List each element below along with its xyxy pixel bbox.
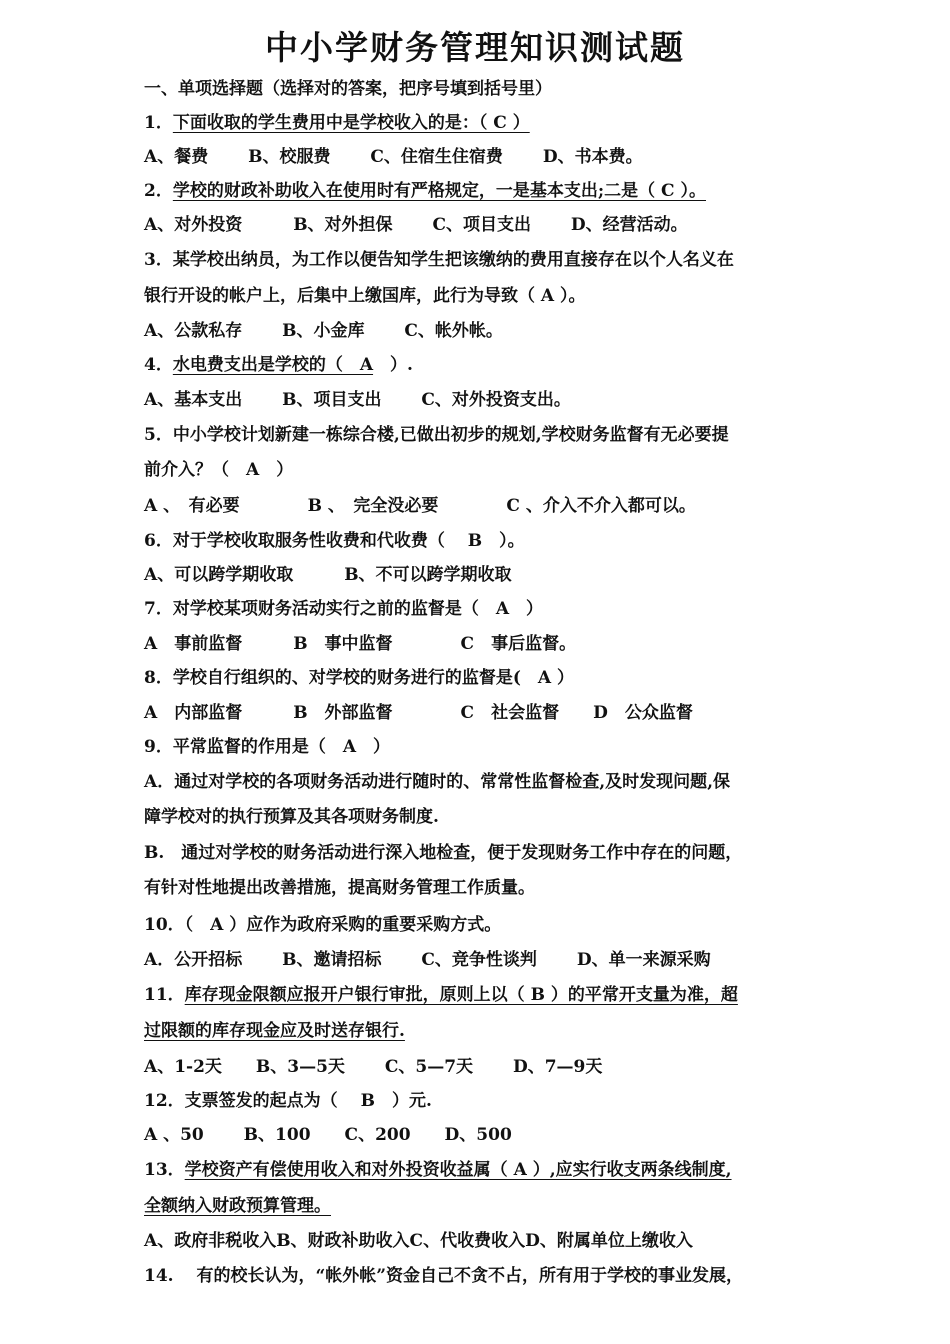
text-line: 12．支票签发的起点为（ B ）元. — [144, 1091, 432, 1111]
text-line: A、可以跨学期收取 B、不可以跨学期收取 — [144, 565, 512, 585]
text-line: 一、单项选择题（选择对的答案，把序号填到括号里） — [144, 79, 552, 99]
line-prefix: 13． — [144, 1160, 185, 1180]
text-line: A、对外投资 B、对外担保 C、项目支出 D、经营活动。 — [144, 215, 688, 235]
text-line: A．通过对学校的各项财务活动进行随时的、常常性监督检查,及时发现问题,保 — [144, 772, 731, 792]
underlined-text: 水电费支出是学校的（ A — [172, 355, 374, 375]
text-line — [144, 350, 413, 380]
text-line: 7．对学校某项财务活动实行之前的监督是（ A ） — [144, 599, 544, 619]
underlined-text: 全额纳入财政预算管理。 — [144, 1196, 331, 1216]
text-line: 银行开设的帐户上，后集中上缴国库，此行为导致（ A ）。 — [144, 286, 586, 306]
text-line: A 、 有必要 B 、 完全没必要 C 、介入不介入都可以。 — [144, 496, 696, 516]
text-line: 10．（ A ）应作为政府采购的重要采购方式。 — [144, 915, 502, 935]
text-line: A 、50 B、100 C、200 D、500 — [144, 1125, 512, 1145]
text-line: 3．某学校出纳员，为工作以便告知学生把该缴纳的费用直接存在以个人名义在 — [144, 250, 734, 270]
text-line: A．公开招标 B、邀请招标 C、竞争性谈判 D、单一来源采购 — [144, 950, 711, 970]
text-line — [144, 1155, 732, 1185]
text-line — [144, 1016, 405, 1046]
text-line: 障学校对的执行预算及其各项财务制度. — [144, 807, 439, 827]
text-line: 8．学校自行组织的、对学校的财务进行的监督是( A ） — [144, 668, 574, 688]
line-prefix: 11． — [144, 985, 185, 1005]
text-line: 有针对性地提出改善措施，提高财务管理工作质量。 — [144, 878, 535, 898]
text-line: 5．中小学校计划新建一栋综合楼,已做出初步的规划,学校财务监督有无必要提 — [144, 425, 729, 445]
text-line: 前介入？（ A ） — [144, 460, 294, 480]
underlined-text: 库存现金限额应报开户银行审批，原则上以（ B ）的平常开支量为准，超 — [184, 985, 738, 1005]
underlined-text: 过限额的库存现金应及时送存银行. — [144, 1021, 405, 1041]
line-prefix: 2． — [144, 181, 173, 201]
text-line — [144, 1191, 331, 1221]
text-line — [144, 108, 530, 138]
underlined-text: 学校资产有偿使用收入和对外投资收益属（ A ）,应实行收支两条线制度, — [184, 1160, 732, 1180]
text-line: A、餐费 B、校服费 C、住宿生住宿费 D、书本费。 — [144, 147, 643, 167]
underlined-text: 下面收取的学生费用中是学校收入的是：（ C ） — [172, 113, 530, 133]
text-line: 6．对于学校收取服务性收费和代收费（ B ）。 — [144, 531, 525, 551]
line-prefix: 1． — [144, 113, 173, 133]
text-line: 14. 有的校长认为，“帐外帐”资金自己不贪不占，所有用于学校的事业发展， — [144, 1266, 744, 1286]
text-line: A、1-2天 B、3—5天 C、5—7天 D、7—9天 — [144, 1057, 603, 1077]
text-line: A、公款私存 B、小金库 C、帐外帐。 — [144, 321, 503, 341]
text-line: 9．平常监督的作用是（ A ） — [144, 737, 391, 757]
text-line: A 事前监督 B 事中监督 C 事后监督。 — [144, 634, 577, 654]
text-line: A、政府非税收入B、财政补助收入C、代收费收入D、附属单位上缴收入 — [144, 1231, 693, 1251]
text-line: B. 通过对学校的财务活动进行深入地检查，便于发现财务工作中存在的问题， — [144, 843, 743, 863]
text-line — [144, 980, 738, 1010]
line-prefix: 4． — [144, 355, 173, 375]
line-suffix: ）. — [373, 355, 413, 375]
page-title: 中小学财务管理知识测试题 — [265, 28, 685, 67]
underlined-text: 学校的财政补助收入在使用时有严格规定，一是基本支出;二是（ C ）。 — [172, 181, 706, 201]
text-line: A 内部监督 B 外部监督 C 社会监督 D 公众监督 — [144, 703, 693, 723]
text-line: A、基本支出 B、项目支出 C、对外投资支出。 — [144, 390, 571, 410]
text-line — [144, 176, 706, 206]
